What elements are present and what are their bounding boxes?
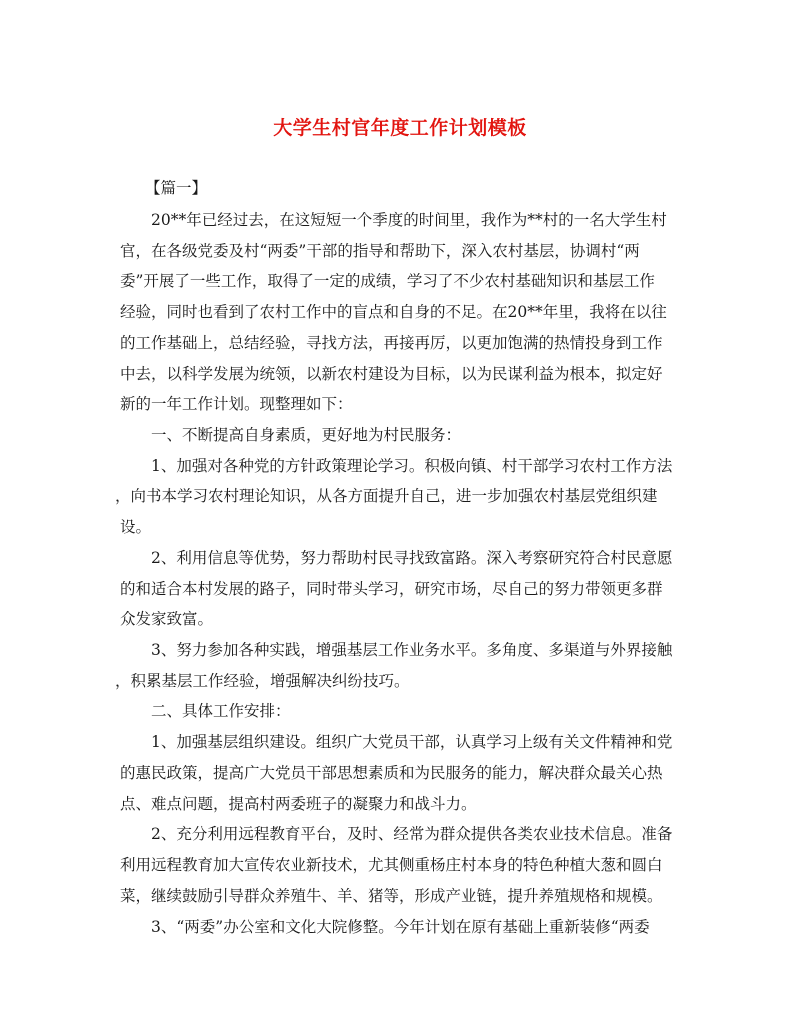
paragraph-line: 1、加强对各种党的方针政策理论学习。积极向镇、村干部学习农村工作方法 xyxy=(151,457,673,475)
paragraph-line: 众发家致富。 xyxy=(120,610,214,628)
paragraph-line: 2、利用信息等优势，努力帮助村民寻找致富路。深入考察研究符合村民意愿 xyxy=(151,549,673,567)
section-label: 【篇一】 xyxy=(145,179,208,197)
paragraph-line: 的和适合本村发展的路子，同时带头学习，研究市场，尽自己的努力带领更多群 xyxy=(120,580,663,598)
paragraph-line: 20**年已经过去，在这短短一个季度的时间里，我作为**村的一名大学生村 xyxy=(151,211,667,229)
paragraph-line: 菜，继续鼓励引导群众养殖牛、羊、猪等，形成产业链，提升养殖规格和规模。 xyxy=(120,887,663,905)
paragraph-line: 利用远程教育加大宣传农业新技术，尤其侧重杨庄村本身的特色种植大葱和圆白 xyxy=(120,856,663,874)
paragraph-line: ，积累基层工作经验，增强解决纠纷技巧。 xyxy=(115,672,410,690)
paragraph-line: ，向书本学习农村理论知识，从各方面提升自己，进一步加强农村基层党组织建 xyxy=(115,487,658,505)
heading-line: 二、具体工作安排： xyxy=(151,702,291,720)
paragraph-line: 官，在各级党委及村“两委”干部的指导和帮助下，深入农村基层，协调村“两 xyxy=(120,242,640,260)
paragraph-line: 3、“两委”办公室和文化大院修整。今年计划在原有基础上重新装修“两委 xyxy=(151,918,650,936)
paragraph-line: 委”开展了一些工作，取得了一定的成绩，学习了不少农村基础知识和基层工作 xyxy=(120,272,655,290)
paragraph-line: 中去，以科学发展为统领，以新农村建设为目标，以为民谋利益为根本，拟定好 xyxy=(120,365,663,383)
paragraph-line: 的惠民政策，提高广大党员干部思想素质和为民服务的能力，解决群众最关心热 xyxy=(120,764,663,782)
paragraph-line: 新的一年工作计划。现整理如下： xyxy=(120,395,353,413)
paragraph-line: 的工作基础上，总结经验，寻找方法，再接再厉，以更加饱满的热情投身到工作 xyxy=(120,334,663,352)
paragraph-line: 点、难点问题，提高村两委班子的凝聚力和战斗力。 xyxy=(120,795,477,813)
paragraph-line: 2、充分利用远程教育平台，及时、经常为群众提供各类农业技术信息。准备 xyxy=(151,825,673,843)
paragraph-line: 设。 xyxy=(120,518,152,536)
heading-line: 一、不断提高自身素质，更好地为村民服务： xyxy=(151,426,462,444)
paragraph-line: 经验，同时也看到了农村工作中的盲点和自身的不足。在20**年里，我将在以往 xyxy=(120,303,667,321)
document-title: 大学生村官年度工作计划模板 xyxy=(273,117,527,139)
paragraph-line: 1、加强基层组织建设。组织广大党员干部，认真学习上级有关文件精神和党 xyxy=(151,733,673,751)
paragraph-line: 3、努力参加各种实践，增强基层工作业务水平。多角度、多渠道与外界接触 xyxy=(151,641,673,659)
